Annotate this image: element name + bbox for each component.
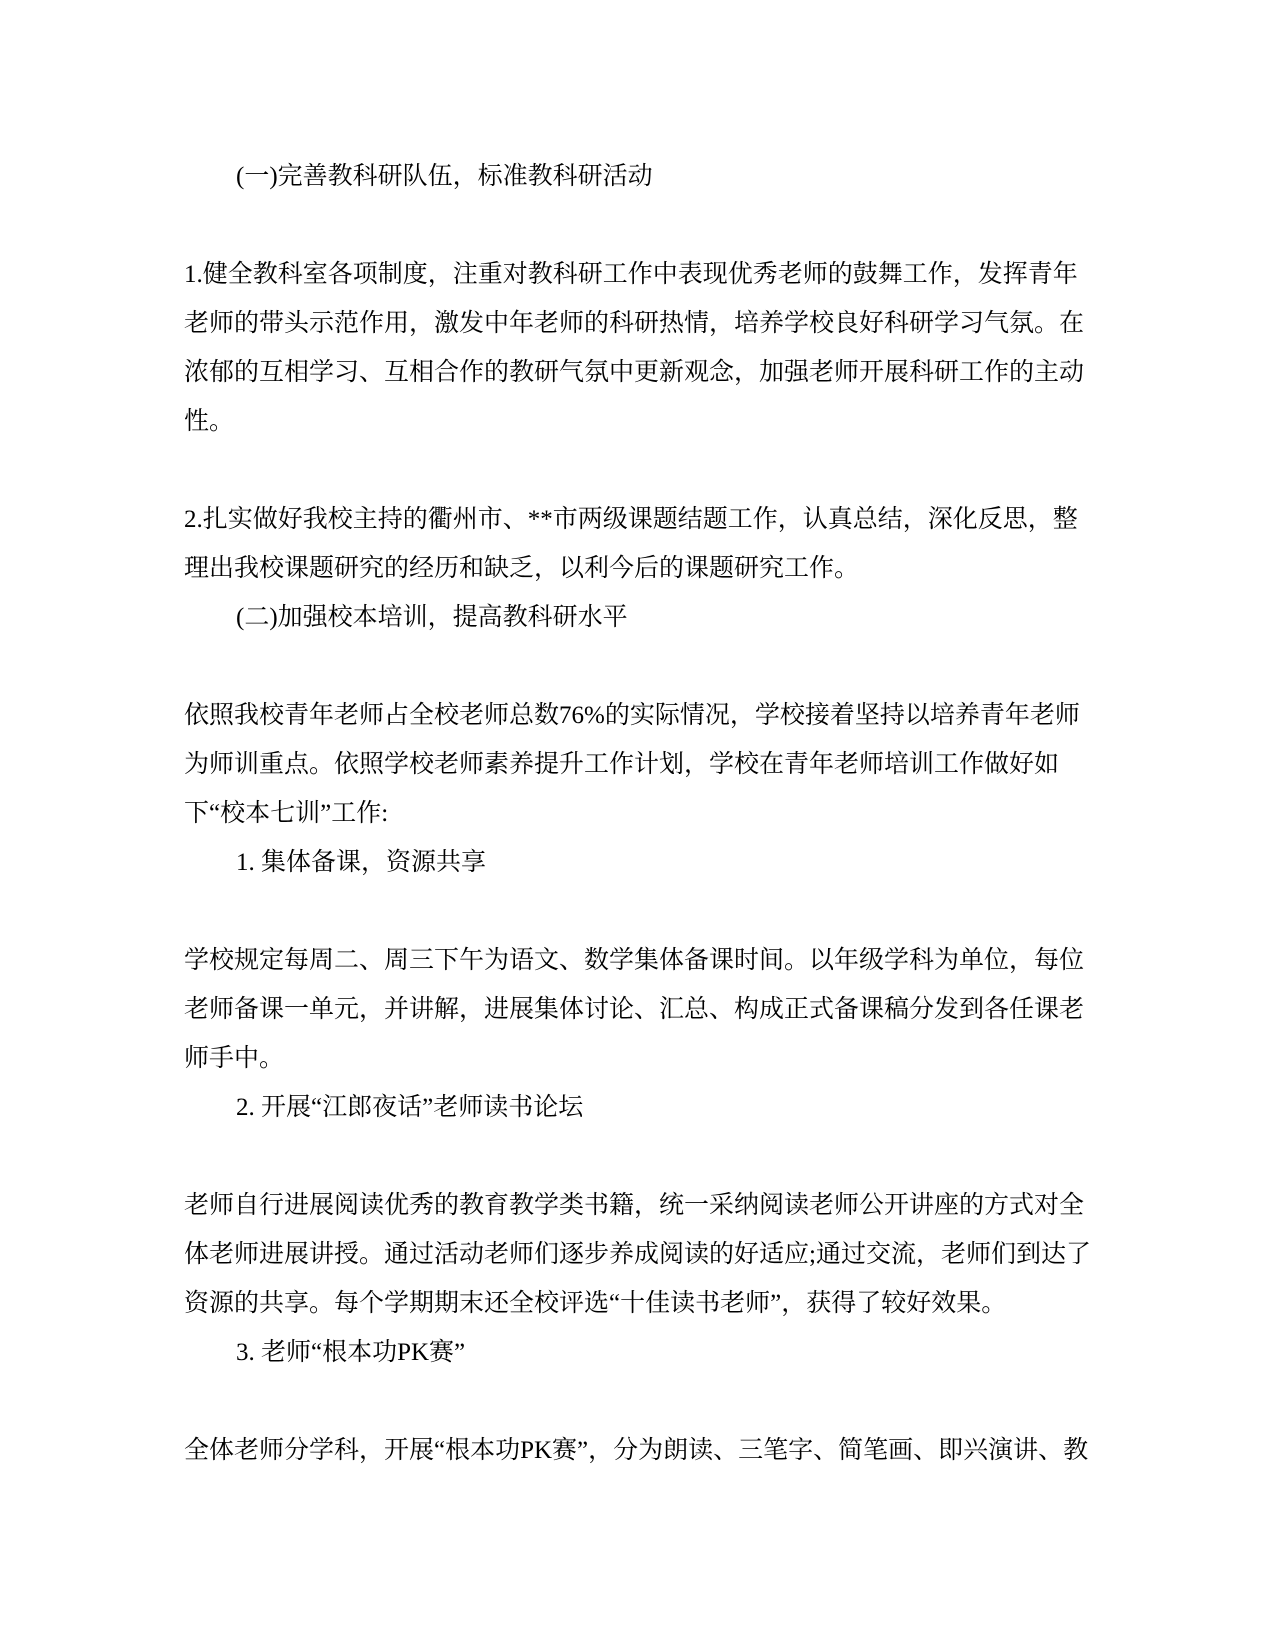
- paragraph-4: 学校规定每周二、周三下午为语文、数学集体备课时间。以年级学科为单位，每位老师备课一单元，并讲解，进展集体讨论、汇总、构成正式备课稿分发到各任课老师手中。: [184, 947, 1085, 1072]
- subheading-1: 1. 集体备课，资源共享: [236, 849, 487, 876]
- paragraph-1: 1.健全教科室各项制度，注重对教科研工作中表现优秀老师的鼓舞工作，发挥青年老师的带头示范作用，激发中年老师的科研热情，培养学校良好科研学习气氛。在浓郁的互相学习、互相合作的教研气氛中更新观念，加强老师开展科研工作的主动性。: [184, 261, 1085, 435]
- paragraph-6: 全体老师分学科，开展“根本功PK赛”，分为朗读、三笔字、简笔画、即兴演讲、教: [184, 1437, 1089, 1464]
- paragraph-3: 依照我校青年老师占全校老师总数76%的实际情况，学校接着坚持以培养青年老师为师训重点。依照学校老师素养提升工作计划，学校在青年老师培训工作做好如下“校本七训”工作:: [184, 702, 1080, 827]
- paragraph-5: 老师自行进展阅读优秀的教育教学类书籍，统一采纳阅读老师公开讲座的方式对全体老师进展讲授。通过活动老师们逐步养成阅读的好适应;通过交流，老师们到达了资源的共享。每个学期期末还全校评选“十佳读书老师”，获得了较好效果。: [184, 1192, 1091, 1317]
- section-heading-2: (二)加强校本培训，提高教科研水平: [236, 604, 628, 631]
- subheading-2: 2. 开展“江郎夜话”老师读书论坛: [236, 1094, 584, 1121]
- section-heading-1: (一)完善教科研队伍，标准教科研活动: [236, 163, 653, 190]
- document-body: [184, 152, 1092, 1475]
- paragraph-2: 2.扎实做好我校主持的衢州市、**市两级课题结题工作，认真总结，深化反思，整理出我校课题研究的经历和缺乏，以利今后的课题研究工作。: [184, 506, 1078, 582]
- subheading-3: 3. 老师“根本功PK赛”: [236, 1339, 466, 1366]
